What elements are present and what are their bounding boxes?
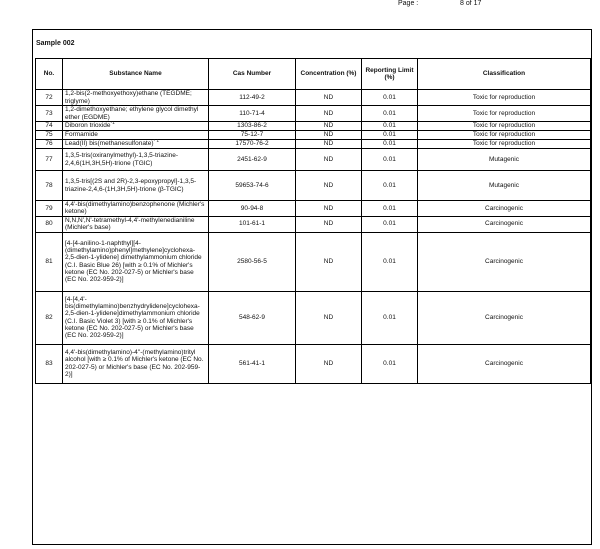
table-row: [36, 171, 591, 201]
cell-substance-name: [63, 90, 209, 106]
col-header-classification: Classification: [418, 59, 591, 90]
table-row: [36, 122, 591, 131]
cell-reporting-limit: 0.01: [362, 216, 418, 232]
cell-reporting-limit: 0.01: [362, 122, 418, 131]
cell-concentration: ND: [296, 171, 362, 201]
cell-no: 79: [36, 201, 63, 217]
cell-reporting-limit: 0.01: [362, 171, 418, 201]
cell-no: 74: [36, 122, 63, 131]
cell-cas-number: 110-71-4: [209, 106, 296, 122]
substance-name-text: 4,4'-bis(dimethylamino)benzophenone (Michler's ketone): [65, 201, 205, 216]
cell-substance-name: [63, 106, 209, 122]
cell-no: 82: [36, 291, 63, 344]
table-row: [36, 216, 591, 232]
cell-cas-number: 561-41-1: [209, 344, 296, 383]
table-body: [36, 90, 591, 384]
cell-concentration: ND: [296, 131, 362, 140]
cell-no: 81: [36, 232, 63, 291]
cell-reporting-limit: 0.01: [362, 131, 418, 140]
table-row: [36, 291, 591, 344]
cell-cas-number: 548-62-9: [209, 291, 296, 344]
cell-no: 78: [36, 171, 63, 201]
cell-classification: Mutagenic: [418, 149, 591, 171]
cell-substance-name: [63, 122, 209, 131]
cell-cas-number: 75-12-7: [209, 131, 296, 140]
footnote-marker: * 1: [153, 138, 160, 144]
sample-title: Sample 002: [36, 40, 75, 47]
page-label: Page :: [398, 0, 419, 7]
substance-name-text: [4-[4,4'-bis(dimethylamino)benzhydrylidene]cyclohexa-2,5-dien-1-ylidene]dimethylammonium chloride (C.I. Basic Violet 3) [with ≥ 0.1% of Michler's ketone (EC No. 202-027-5) or Michler's base (EC No. 202-959-2)]: [65, 295, 200, 340]
cell-cas-number: 2451-62-9: [209, 149, 296, 171]
footnote-marker: *1: [110, 120, 115, 126]
table-row: [36, 106, 591, 122]
cell-reporting-limit: 0.01: [362, 90, 418, 106]
table-row: [36, 149, 591, 171]
substance-name-text: 1,2-dimethoxyethane; ethylene glycol dimethyl ether (EGDME): [65, 106, 199, 121]
cell-concentration: ND: [296, 122, 362, 131]
col-header-limit: Reporting Limit (%): [362, 59, 418, 90]
cell-cas-number: 59653-74-6: [209, 171, 296, 201]
table-row: [36, 140, 591, 149]
cell-no: 76: [36, 140, 63, 149]
page-header: [0, 0, 600, 14]
cell-classification: Carcinogenic: [418, 344, 591, 383]
table-row: [36, 90, 591, 106]
substance-name-text: 1,3,5-tris(oxiranylmethyl)-1,3,5-triazine-2,4,6(1H,3H,5H)-trione (TGIC): [65, 152, 179, 167]
substance-name-text: 1,2-bis(2-methoxyethoxy)ethane (TEGDME; triglyme): [65, 90, 192, 105]
cell-substance-name: [63, 216, 209, 232]
cell-cas-number: 112-49-2: [209, 90, 296, 106]
cell-no: 72: [36, 90, 63, 106]
cell-classification: Toxic for reproduction: [418, 140, 591, 149]
cell-substance-name: [63, 291, 209, 344]
cell-classification: Mutagenic: [418, 171, 591, 201]
cell-concentration: ND: [296, 344, 362, 383]
cell-substance-name: [63, 232, 209, 291]
cell-reporting-limit: 0.01: [362, 106, 418, 122]
cell-concentration: ND: [296, 90, 362, 106]
table-header-row: [36, 59, 591, 90]
results-table: [35, 58, 591, 384]
results-frame: [32, 29, 592, 545]
substance-name-text: [4-[4-anilino-1-naphthyl][4-(dimethylamino)phenyl]methylene]cyclohexa-2,5-dien-1-ylidene] dimethylammonium chloride (C.I. Basic Blue 26) [with ≥ 0.1% of Michler's ketone (EC No. 202-027-5) or Michler's base (EC No. 202-959-2)]: [65, 239, 202, 284]
cell-concentration: ND: [296, 216, 362, 232]
cell-reporting-limit: 0.01: [362, 140, 418, 149]
cell-concentration: ND: [296, 140, 362, 149]
substance-name-text: Formamide: [65, 131, 98, 139]
substance-name-text: Diboron trioxide: [65, 122, 111, 130]
cell-classification: Carcinogenic: [418, 291, 591, 344]
table-row: [36, 131, 591, 140]
substance-name-text: N,N,N',N'-tetramethyl-4,4'-methylenedianiline (Michler's base): [65, 216, 195, 232]
table-row: [36, 344, 591, 383]
cell-classification: Toxic for reproduction: [418, 90, 591, 106]
substance-name-text: 4,4'-bis(dimethylamino)-4''-(methylamino)trityl alcohol [with ≥ 0.1% of Michler's ketone (EC No. 202-027-5) or Michler's base (EC No. 202-959-2)]: [65, 349, 204, 378]
cell-substance-name: [63, 140, 209, 149]
cell-substance-name: [63, 171, 209, 201]
cell-cas-number: 2580-56-5: [209, 232, 296, 291]
cell-reporting-limit: 0.01: [362, 291, 418, 344]
col-header-concentration: Concentration (%): [296, 59, 362, 90]
cell-classification: Carcinogenic: [418, 216, 591, 232]
cell-no: 73: [36, 106, 63, 122]
page-number: 8 of 17: [460, 0, 482, 7]
cell-classification: Toxic for reproduction: [418, 106, 591, 122]
cell-cas-number: 1303-86-2: [209, 122, 296, 131]
cell-no: 77: [36, 149, 63, 171]
cell-concentration: ND: [296, 232, 362, 291]
cell-classification: Carcinogenic: [418, 201, 591, 217]
cell-concentration: ND: [296, 201, 362, 217]
col-header-no: No.: [36, 59, 63, 90]
cell-reporting-limit: 0.01: [362, 232, 418, 291]
cell-substance-name: [63, 344, 209, 383]
cell-cas-number: 90-94-8: [209, 201, 296, 217]
cell-no: 80: [36, 216, 63, 232]
cell-classification: Toxic for reproduction: [418, 131, 591, 140]
table-row: [36, 201, 591, 217]
substance-name-text: Lead(II) bis(methanesulfonate): [65, 140, 154, 148]
cell-cas-number: 101-61-1: [209, 216, 296, 232]
cell-no: 83: [36, 344, 63, 383]
col-header-cas: Cas Number: [209, 59, 296, 90]
cell-reporting-limit: 0.01: [362, 344, 418, 383]
col-header-substance: Substance Name: [63, 59, 209, 90]
cell-reporting-limit: 0.01: [362, 149, 418, 171]
cell-concentration: ND: [296, 106, 362, 122]
cell-substance-name: [63, 131, 209, 140]
cell-no: 75: [36, 131, 63, 140]
cell-classification: Toxic for reproduction: [418, 122, 591, 131]
cell-classification: Carcinogenic: [418, 232, 591, 291]
cell-concentration: ND: [296, 149, 362, 171]
table-row: [36, 232, 591, 291]
cell-cas-number: 17570-76-2: [209, 140, 296, 149]
cell-substance-name: [63, 201, 209, 217]
cell-substance-name: [63, 149, 209, 171]
cell-concentration: ND: [296, 291, 362, 344]
substance-name-text: 1,3,5-tris[(2S and 2R)-2,3-epoxypropyl]-1,3,5-triazine-2,4,6-(1H,3H,5H)-trione (β-TGIC): [65, 178, 197, 193]
cell-reporting-limit: 0.01: [362, 201, 418, 217]
